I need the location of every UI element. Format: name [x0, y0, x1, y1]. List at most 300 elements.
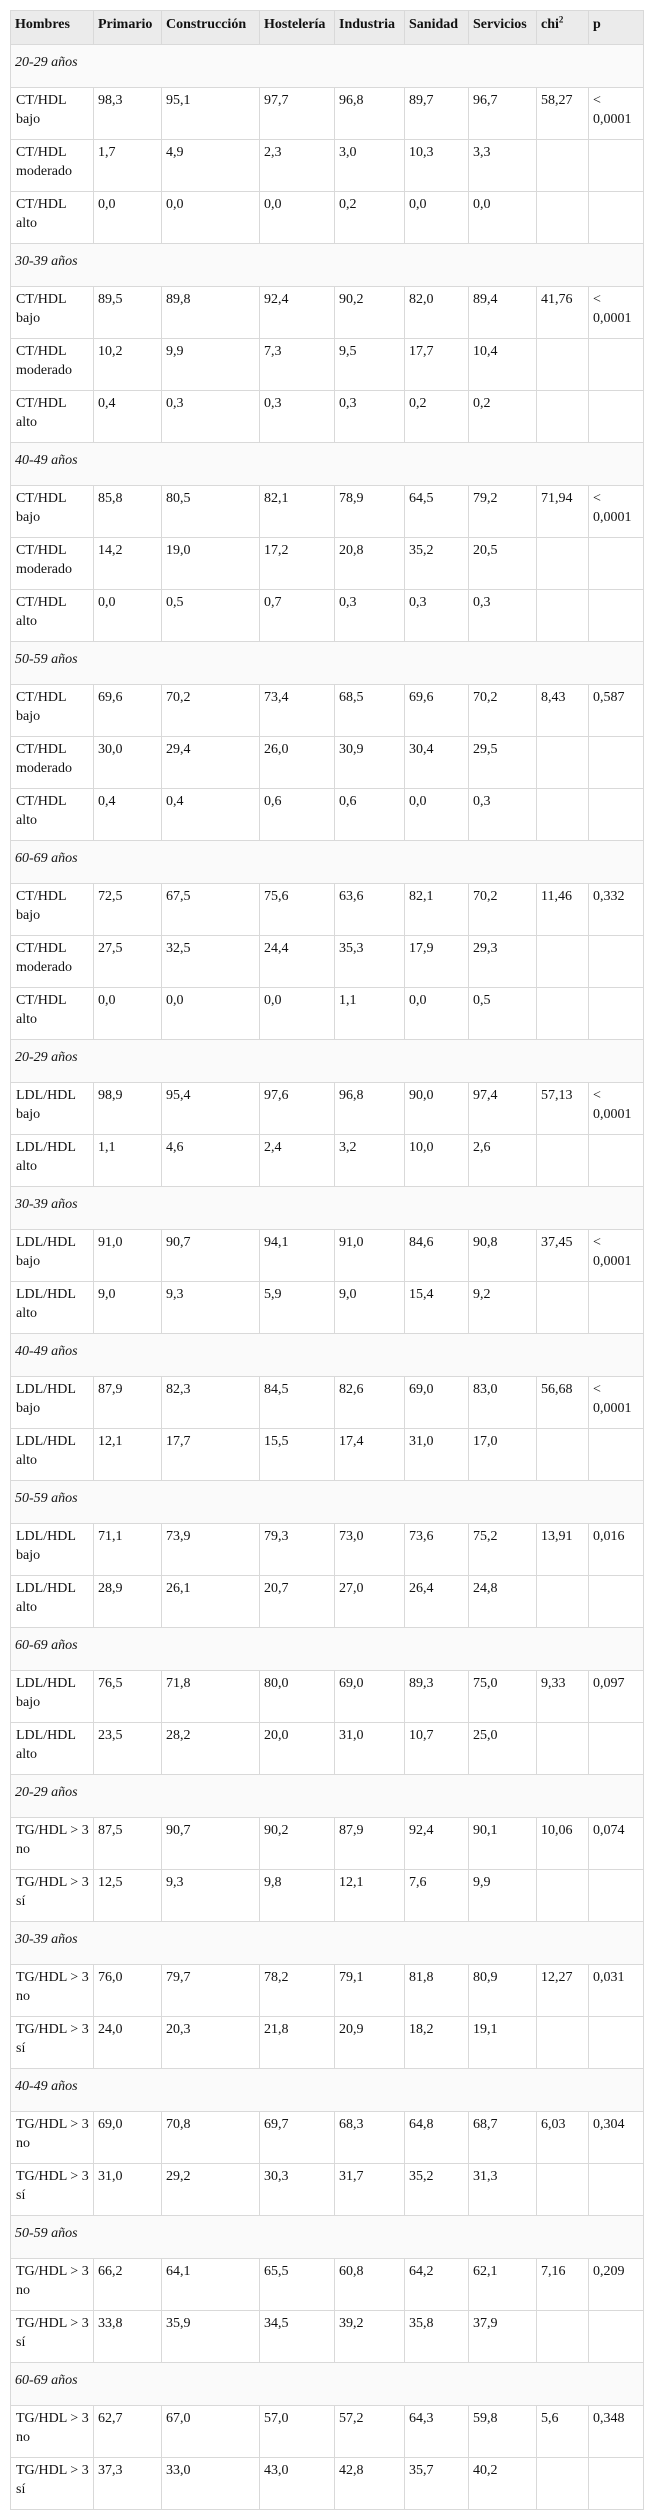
percent-cell: 35,8: [405, 2311, 469, 2363]
percent-cell: 5,9: [260, 1282, 335, 1334]
percent-cell: 9,2: [469, 1282, 537, 1334]
percent-cell: 0,3: [469, 590, 537, 642]
p-value-cell: [589, 192, 644, 244]
table-row: [11, 538, 644, 590]
percent-cell: 19,1: [469, 2017, 537, 2069]
table-row: [11, 936, 644, 988]
p-value-cell: < 0,0001: [589, 1083, 644, 1135]
percent-cell: 31,0: [405, 1429, 469, 1481]
percent-cell: 0,0: [260, 192, 335, 244]
table-row: [11, 192, 644, 244]
percent-cell: 26,1: [162, 1576, 260, 1628]
percent-cell: 30,0: [94, 737, 162, 789]
percent-cell: 31,0: [335, 1723, 405, 1775]
header-industria: Industria: [335, 11, 405, 45]
percent-cell: 12,1: [94, 1429, 162, 1481]
percent-cell: 0,2: [469, 391, 537, 443]
group-header-row: [11, 1187, 644, 1230]
percent-cell: 89,7: [405, 88, 469, 140]
percent-cell: 27,0: [335, 1576, 405, 1628]
percent-cell: 24,8: [469, 1576, 537, 1628]
percent-cell: 9,9: [162, 339, 260, 391]
row-label: CT/HDL alto: [11, 192, 94, 244]
percent-cell: 73,0: [335, 1524, 405, 1576]
percent-cell: 29,2: [162, 2164, 260, 2216]
percent-cell: 0,0: [405, 789, 469, 841]
percent-cell: 1,1: [335, 988, 405, 1040]
percent-cell: 31,0: [94, 2164, 162, 2216]
percent-cell: 67,0: [162, 2406, 260, 2458]
percent-cell: 95,4: [162, 1083, 260, 1135]
percent-cell: 70,8: [162, 2112, 260, 2164]
header-chi-text: chi: [541, 17, 559, 32]
percent-cell: 0,4: [94, 391, 162, 443]
chi-square-cell: [537, 1723, 589, 1775]
percent-cell: 2,4: [260, 1135, 335, 1187]
percent-cell: 83,0: [469, 1377, 537, 1429]
p-value-cell: [589, 2164, 644, 2216]
percent-cell: 0,5: [469, 988, 537, 1040]
percent-cell: 62,1: [469, 2259, 537, 2311]
header-p: p: [589, 11, 644, 45]
table-row: [11, 1723, 644, 1775]
table-row: [11, 140, 644, 192]
p-value-cell: < 0,0001: [589, 287, 644, 339]
percent-cell: 20,3: [162, 2017, 260, 2069]
row-label: LDL/HDL alto: [11, 1135, 94, 1187]
row-label: CT/HDL moderado: [11, 140, 94, 192]
table-row: [11, 1282, 644, 1334]
percent-cell: 35,2: [405, 538, 469, 590]
percent-cell: 20,5: [469, 538, 537, 590]
percent-cell: 82,3: [162, 1377, 260, 1429]
percent-cell: 59,8: [469, 2406, 537, 2458]
percent-cell: 0,0: [260, 988, 335, 1040]
group-header-row: [11, 2216, 644, 2259]
row-label: CT/HDL alto: [11, 391, 94, 443]
group-header-row: [11, 443, 644, 486]
chi-square-cell: [537, 538, 589, 590]
row-label: TG/HDL > 3 sí: [11, 2458, 94, 2510]
percent-cell: 35,7: [405, 2458, 469, 2510]
percent-cell: 12,1: [335, 1870, 405, 1922]
p-value-cell: 0,348: [589, 2406, 644, 2458]
p-value-cell: < 0,0001: [589, 1230, 644, 1282]
percent-cell: 79,3: [260, 1524, 335, 1576]
p-value-cell: [589, 590, 644, 642]
percent-cell: 35,9: [162, 2311, 260, 2363]
group-header-row: [11, 841, 644, 884]
chi-square-cell: [537, 737, 589, 789]
chi-square-cell: [537, 2311, 589, 2363]
percent-cell: 0,3: [260, 391, 335, 443]
percent-cell: 96,7: [469, 88, 537, 140]
p-value-cell: 0,031: [589, 1965, 644, 2017]
percent-cell: 26,4: [405, 1576, 469, 1628]
table-row: [11, 1135, 644, 1187]
percent-cell: 1,7: [94, 140, 162, 192]
p-value-cell: [589, 2017, 644, 2069]
percent-cell: 82,0: [405, 287, 469, 339]
p-value-cell: [589, 737, 644, 789]
percent-cell: 75,6: [260, 884, 335, 936]
percent-cell: 0,3: [335, 590, 405, 642]
percent-cell: 98,3: [94, 88, 162, 140]
percent-cell: 81,8: [405, 1965, 469, 2017]
percent-cell: 29,3: [469, 936, 537, 988]
percent-cell: 70,2: [469, 884, 537, 936]
percent-cell: 73,9: [162, 1524, 260, 1576]
percent-cell: 91,0: [335, 1230, 405, 1282]
age-group-title: 50-59 años: [11, 2216, 644, 2259]
table-row: [11, 590, 644, 642]
chi-square-cell: [537, 2458, 589, 2510]
percent-cell: 60,8: [335, 2259, 405, 2311]
percent-cell: 78,9: [335, 486, 405, 538]
table-body: [11, 45, 644, 2510]
percent-cell: 19,0: [162, 538, 260, 590]
percent-cell: 71,8: [162, 1671, 260, 1723]
percent-cell: 82,6: [335, 1377, 405, 1429]
p-value-cell: 0,332: [589, 884, 644, 936]
table-row: [11, 1083, 644, 1135]
chi-square-cell: [537, 2164, 589, 2216]
percent-cell: 30,9: [335, 737, 405, 789]
age-group-title: 40-49 años: [11, 443, 644, 486]
percent-cell: 10,4: [469, 339, 537, 391]
chi-square-cell: [537, 988, 589, 1040]
group-header-row: [11, 1334, 644, 1377]
percent-cell: 87,9: [94, 1377, 162, 1429]
percent-cell: 23,5: [94, 1723, 162, 1775]
percent-cell: 10,2: [94, 339, 162, 391]
header-sanidad: Sanidad: [405, 11, 469, 45]
percent-cell: 95,1: [162, 88, 260, 140]
row-label: CT/HDL alto: [11, 789, 94, 841]
percent-cell: 0,6: [260, 789, 335, 841]
percent-cell: 35,2: [405, 2164, 469, 2216]
percent-cell: 15,4: [405, 1282, 469, 1334]
percent-cell: 34,5: [260, 2311, 335, 2363]
percent-cell: 80,9: [469, 1965, 537, 2017]
percent-cell: 28,2: [162, 1723, 260, 1775]
p-value-cell: [589, 2458, 644, 2510]
percent-cell: 20,7: [260, 1576, 335, 1628]
percent-cell: 25,0: [469, 1723, 537, 1775]
p-value-cell: [589, 339, 644, 391]
table-row: [11, 988, 644, 1040]
percent-cell: 73,4: [260, 685, 335, 737]
age-group-title: 20-29 años: [11, 45, 644, 88]
age-group-title: 30-39 años: [11, 1922, 644, 1965]
percent-cell: 4,9: [162, 140, 260, 192]
percent-cell: 24,0: [94, 2017, 162, 2069]
percent-cell: 33,0: [162, 2458, 260, 2510]
percent-cell: 78,2: [260, 1965, 335, 2017]
row-label: TG/HDL > 3 no: [11, 1818, 94, 1870]
percent-cell: 64,5: [405, 486, 469, 538]
age-group-title: 30-39 años: [11, 1187, 644, 1230]
table-row: [11, 2017, 644, 2069]
row-label: TG/HDL > 3 sí: [11, 2164, 94, 2216]
p-value-cell: [589, 1870, 644, 1922]
percent-cell: 0,3: [405, 590, 469, 642]
age-group-title: 50-59 años: [11, 1481, 644, 1524]
row-label: CT/HDL alto: [11, 590, 94, 642]
chi-square-cell: 13,91: [537, 1524, 589, 1576]
group-header-row: [11, 1040, 644, 1083]
percent-cell: 85,8: [94, 486, 162, 538]
percent-cell: 89,5: [94, 287, 162, 339]
percent-cell: 89,3: [405, 1671, 469, 1723]
chi-square-cell: 5,6: [537, 2406, 589, 2458]
percent-cell: 69,6: [94, 685, 162, 737]
age-group-title: 40-49 años: [11, 1334, 644, 1377]
chi-square-cell: 7,16: [537, 2259, 589, 2311]
percent-cell: 97,4: [469, 1083, 537, 1135]
row-label: CT/HDL alto: [11, 988, 94, 1040]
table-row: [11, 1870, 644, 1922]
percent-cell: 87,5: [94, 1818, 162, 1870]
percent-cell: 67,5: [162, 884, 260, 936]
percent-cell: 0,0: [94, 590, 162, 642]
percent-cell: 33,8: [94, 2311, 162, 2363]
row-label: TG/HDL > 3 sí: [11, 2017, 94, 2069]
percent-cell: 28,9: [94, 1576, 162, 1628]
percent-cell: 68,5: [335, 685, 405, 737]
p-value-cell: 0,097: [589, 1671, 644, 1723]
group-header-row: [11, 1922, 644, 1965]
table-row: [11, 1965, 644, 2017]
percent-cell: 90,2: [335, 287, 405, 339]
percent-cell: 0,7: [260, 590, 335, 642]
percent-cell: 0,4: [162, 789, 260, 841]
percent-cell: 68,3: [335, 2112, 405, 2164]
chi-square-cell: [537, 391, 589, 443]
percent-cell: 76,0: [94, 1965, 162, 2017]
percent-cell: 3,2: [335, 1135, 405, 1187]
table-row: [11, 1671, 644, 1723]
row-label: LDL/HDL alto: [11, 1282, 94, 1334]
chi-square-cell: 56,68: [537, 1377, 589, 1429]
percent-cell: 82,1: [260, 486, 335, 538]
p-value-cell: [589, 1429, 644, 1481]
p-value-cell: [589, 1576, 644, 1628]
age-group-title: 30-39 años: [11, 244, 644, 287]
percent-cell: 32,5: [162, 936, 260, 988]
group-header-row: [11, 642, 644, 685]
percent-cell: 0,0: [162, 192, 260, 244]
percent-cell: 1,1: [94, 1135, 162, 1187]
percent-cell: 68,7: [469, 2112, 537, 2164]
row-label: CT/HDL moderado: [11, 936, 94, 988]
chi-square-cell: 71,94: [537, 486, 589, 538]
age-group-title: 60-69 años: [11, 841, 644, 884]
table-row: [11, 2311, 644, 2363]
percent-cell: 63,6: [335, 884, 405, 936]
chi-square-cell: [537, 590, 589, 642]
percent-cell: 37,9: [469, 2311, 537, 2363]
p-value-cell: < 0,0001: [589, 486, 644, 538]
p-value-cell: [589, 1135, 644, 1187]
data-table: [10, 10, 644, 2510]
p-value-cell: [589, 1723, 644, 1775]
percent-cell: 10,0: [405, 1135, 469, 1187]
percent-cell: 4,6: [162, 1135, 260, 1187]
chi-square-cell: [537, 339, 589, 391]
age-group-title: 60-69 años: [11, 1628, 644, 1671]
chi-square-cell: [537, 789, 589, 841]
percent-cell: 96,8: [335, 88, 405, 140]
p-value-cell: [589, 140, 644, 192]
percent-cell: 75,0: [469, 1671, 537, 1723]
table-row: [11, 789, 644, 841]
percent-cell: 64,1: [162, 2259, 260, 2311]
percent-cell: 35,3: [335, 936, 405, 988]
table-row: [11, 1429, 644, 1481]
percent-cell: 21,8: [260, 2017, 335, 2069]
percent-cell: 20,9: [335, 2017, 405, 2069]
group-header-row: [11, 1481, 644, 1524]
percent-cell: 69,0: [335, 1671, 405, 1723]
chi-square-cell: [537, 1282, 589, 1334]
table-row: [11, 737, 644, 789]
percent-cell: 0,0: [94, 988, 162, 1040]
percent-cell: 91,0: [94, 1230, 162, 1282]
table-row: [11, 287, 644, 339]
table-row: [11, 1230, 644, 1282]
percent-cell: 3,0: [335, 140, 405, 192]
percent-cell: 75,2: [469, 1524, 537, 1576]
row-label: LDL/HDL bajo: [11, 1524, 94, 1576]
chi-square-cell: 9,33: [537, 1671, 589, 1723]
p-value-cell: 0,209: [589, 2259, 644, 2311]
percent-cell: 17,4: [335, 1429, 405, 1481]
chi-square-cell: 57,13: [537, 1083, 589, 1135]
percent-cell: 12,5: [94, 1870, 162, 1922]
percent-cell: 0,0: [405, 192, 469, 244]
percent-cell: 17,9: [405, 936, 469, 988]
percent-cell: 9,8: [260, 1870, 335, 1922]
percent-cell: 17,0: [469, 1429, 537, 1481]
percent-cell: 97,6: [260, 1083, 335, 1135]
row-label: TG/HDL > 3 sí: [11, 2311, 94, 2363]
row-label: LDL/HDL alto: [11, 1576, 94, 1628]
chi-square-cell: 6,03: [537, 2112, 589, 2164]
percent-cell: 69,7: [260, 2112, 335, 2164]
p-value-cell: [589, 2311, 644, 2363]
percent-cell: 30,3: [260, 2164, 335, 2216]
percent-cell: 80,5: [162, 486, 260, 538]
row-label: CT/HDL moderado: [11, 538, 94, 590]
percent-cell: 31,3: [469, 2164, 537, 2216]
p-value-cell: < 0,0001: [589, 88, 644, 140]
chi-square-cell: [537, 2017, 589, 2069]
percent-cell: 62,7: [94, 2406, 162, 2458]
percent-cell: 84,5: [260, 1377, 335, 1429]
chi-square-cell: 58,27: [537, 88, 589, 140]
percent-cell: 66,2: [94, 2259, 162, 2311]
percent-cell: 9,5: [335, 339, 405, 391]
percent-cell: 3,3: [469, 140, 537, 192]
row-label: TG/HDL > 3 sí: [11, 1870, 94, 1922]
chi-square-cell: [537, 936, 589, 988]
percent-cell: 42,8: [335, 2458, 405, 2510]
p-value-cell: [589, 789, 644, 841]
row-label: CT/HDL bajo: [11, 287, 94, 339]
row-label: CT/HDL moderado: [11, 737, 94, 789]
age-group-title: 40-49 años: [11, 2069, 644, 2112]
percent-cell: 89,8: [162, 287, 260, 339]
percent-cell: 90,0: [405, 1083, 469, 1135]
table-row: [11, 2112, 644, 2164]
percent-cell: 26,0: [260, 737, 335, 789]
header-chi: [537, 11, 589, 45]
percent-cell: 17,2: [260, 538, 335, 590]
percent-cell: 0,3: [335, 391, 405, 443]
percent-cell: 71,1: [94, 1524, 162, 1576]
p-value-cell: 0,074: [589, 1818, 644, 1870]
p-value-cell: 0,304: [589, 2112, 644, 2164]
header-construccion: Construcción: [162, 11, 260, 45]
row-label: LDL/HDL bajo: [11, 1671, 94, 1723]
percent-cell: 43,0: [260, 2458, 335, 2510]
percent-cell: 64,2: [405, 2259, 469, 2311]
percent-cell: 29,4: [162, 737, 260, 789]
percent-cell: 0,4: [94, 789, 162, 841]
table-row: [11, 2406, 644, 2458]
percent-cell: 20,8: [335, 538, 405, 590]
p-value-cell: [589, 988, 644, 1040]
table-row: [11, 339, 644, 391]
chi-square-cell: [537, 192, 589, 244]
percent-cell: 69,0: [94, 2112, 162, 2164]
chi-square-cell: 41,76: [537, 287, 589, 339]
percent-cell: 89,4: [469, 287, 537, 339]
table-row: [11, 1524, 644, 1576]
percent-cell: 80,0: [260, 1671, 335, 1723]
header-primario: Primario: [94, 11, 162, 45]
percent-cell: 98,9: [94, 1083, 162, 1135]
percent-cell: 10,7: [405, 1723, 469, 1775]
percent-cell: 9,3: [162, 1870, 260, 1922]
chi-square-cell: [537, 1429, 589, 1481]
percent-cell: 2,6: [469, 1135, 537, 1187]
header-servicios: Servicios: [469, 11, 537, 45]
table-row: [11, 685, 644, 737]
percent-cell: 27,5: [94, 936, 162, 988]
chi-square-cell: 37,45: [537, 1230, 589, 1282]
percent-cell: 39,2: [335, 2311, 405, 2363]
chi-square-cell: [537, 1576, 589, 1628]
percent-cell: 87,9: [335, 1818, 405, 1870]
header-hosteleria: Hostelería: [260, 11, 335, 45]
header-chi-superscript: 2: [558, 14, 564, 25]
percent-cell: 90,7: [162, 1230, 260, 1282]
age-group-title: 50-59 años: [11, 642, 644, 685]
row-label: LDL/HDL bajo: [11, 1083, 94, 1135]
header-hombres: Hombres: [11, 11, 94, 45]
percent-cell: 0,0: [405, 988, 469, 1040]
row-label: LDL/HDL bajo: [11, 1377, 94, 1429]
group-header-row: [11, 244, 644, 287]
percent-cell: 57,0: [260, 2406, 335, 2458]
percent-cell: 40,2: [469, 2458, 537, 2510]
percent-cell: 9,0: [335, 1282, 405, 1334]
p-value-cell: [589, 936, 644, 988]
p-value-cell: 0,587: [589, 685, 644, 737]
p-value-cell: 0,016: [589, 1524, 644, 1576]
